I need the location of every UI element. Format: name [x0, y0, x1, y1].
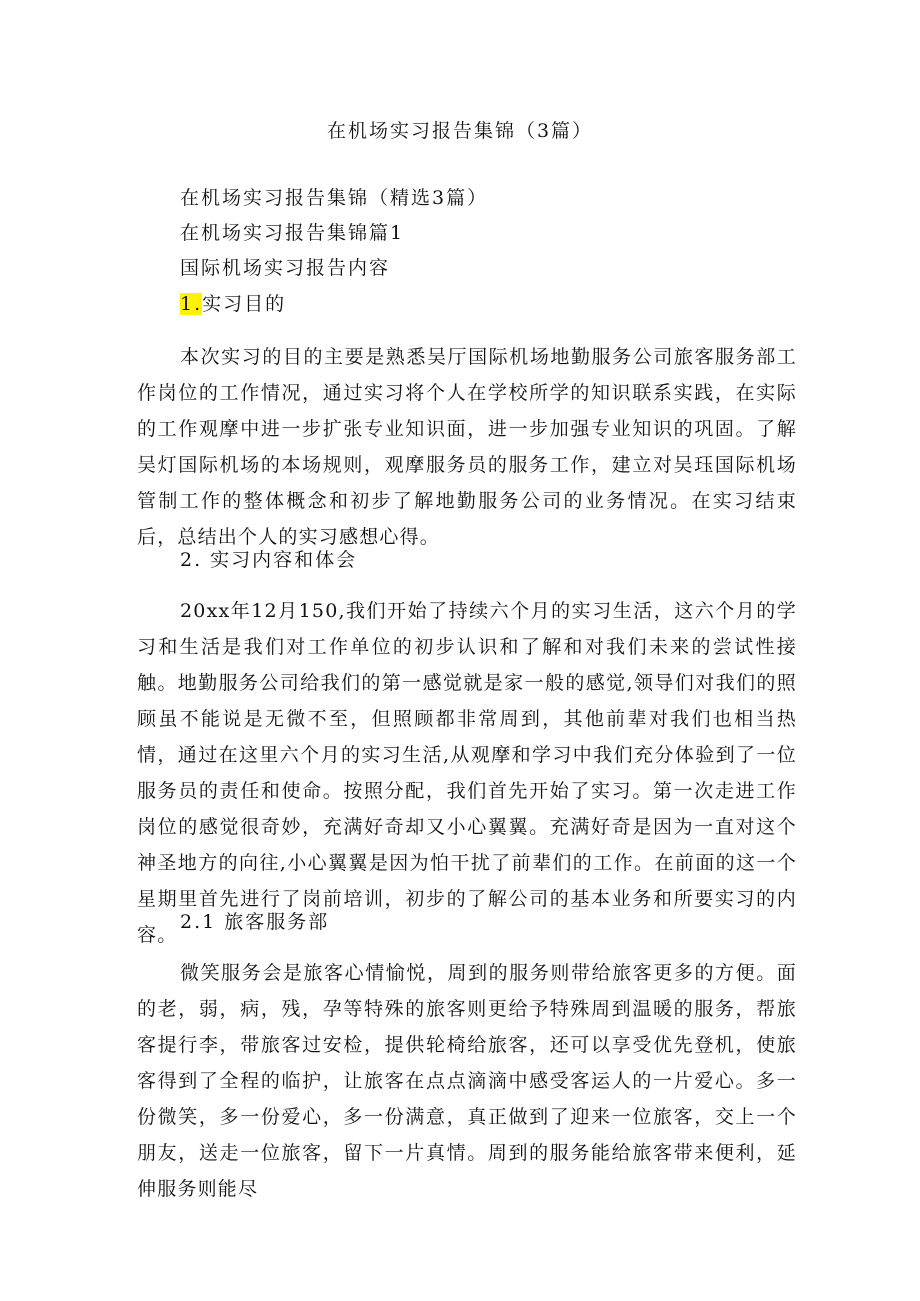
document-title: 在机场实习报告集锦（3篇） [326, 120, 594, 142]
section-1-title: 实习目的 [202, 293, 287, 315]
paragraph-passenger-service: 微笑服务会是旅客心情愉悦，周到的服务则带给旅客更多的方便。面的老，弱，病，残，孕等特殊的旅客则更给予特殊周到温暖的服务，帮旅客提行李，带旅客过安检，提供轮椅给旅客，还可以享受优先登机，使旅客得到了全程的临护，让旅客在点点滴滴中感受客运人的一片爱心。多一份微笑，多一份爱心，多一份满意，真正做到了迎来一位旅客，交上一个朋友，送走一位旅客，留下一片真情。周到的服务能给旅客带来便利，延伸服务则能尽 [137, 962, 797, 1200]
subtitle-part1: 在机场实习报告集锦篇1 [180, 222, 405, 244]
subtitle-selected: 在机场实习报告集锦（精选3篇） [180, 187, 489, 209]
section-2-heading: 2. 实习内容和体会 [180, 549, 358, 571]
section-2-1-heading: 2.1 旅客服务部 [180, 911, 330, 933]
paragraph-content: 20xx年12月150,我们开始了持续六个月的实习生活，这六个月的学习和生活是我们对工作单位的初步认识和了解和对我们未来的尝试性接触。地勤服务公司给我们的第一感觉就是家一般的感觉,领导们对我们的照顾虽不能说是无微不至，但照顾都非常周到，其他前辈对我们也相当热情，通过在这里六个月的实习生活,从观摩和学习中我们充分体验到了一位服务员的责任和使命。按照分配，我们首先开始了实习。第一次走进工作岗位的感觉很奇妙，充满好奇却又小心翼翼。充满好奇是因为一直对这个神圣地方的向往,小心翼翼是因为怕干扰了前辈们的工作。在前面的这一个星期里首先进行了岗前培训，初步的了解公司的基本业务和所要实习的内容。 [137, 600, 797, 946]
paragraph-purpose: 本次实习的目的主要是熟悉吴厅国际机场地勤服务公司旅客服务部工作岗位的工作情况，通过实习将个人在学校所学的知识联系实践，在实际的工作观摩中进一步扩张专业知识面，进一步加强专业知识的巩固。了解吴灯国际机场的本场规则，观摩服务员的服务工作，建立对吴珏国际机场管制工作的整体概念和初步了解地勤服务公司的业务情况。在实习结束后，总结出个人的实习感想心得。 [137, 346, 797, 548]
section-1-heading [180, 292, 286, 316]
subtitle-report-content: 国际机场实习报告内容 [180, 257, 391, 279]
section-1-number: 1. [180, 293, 203, 315]
